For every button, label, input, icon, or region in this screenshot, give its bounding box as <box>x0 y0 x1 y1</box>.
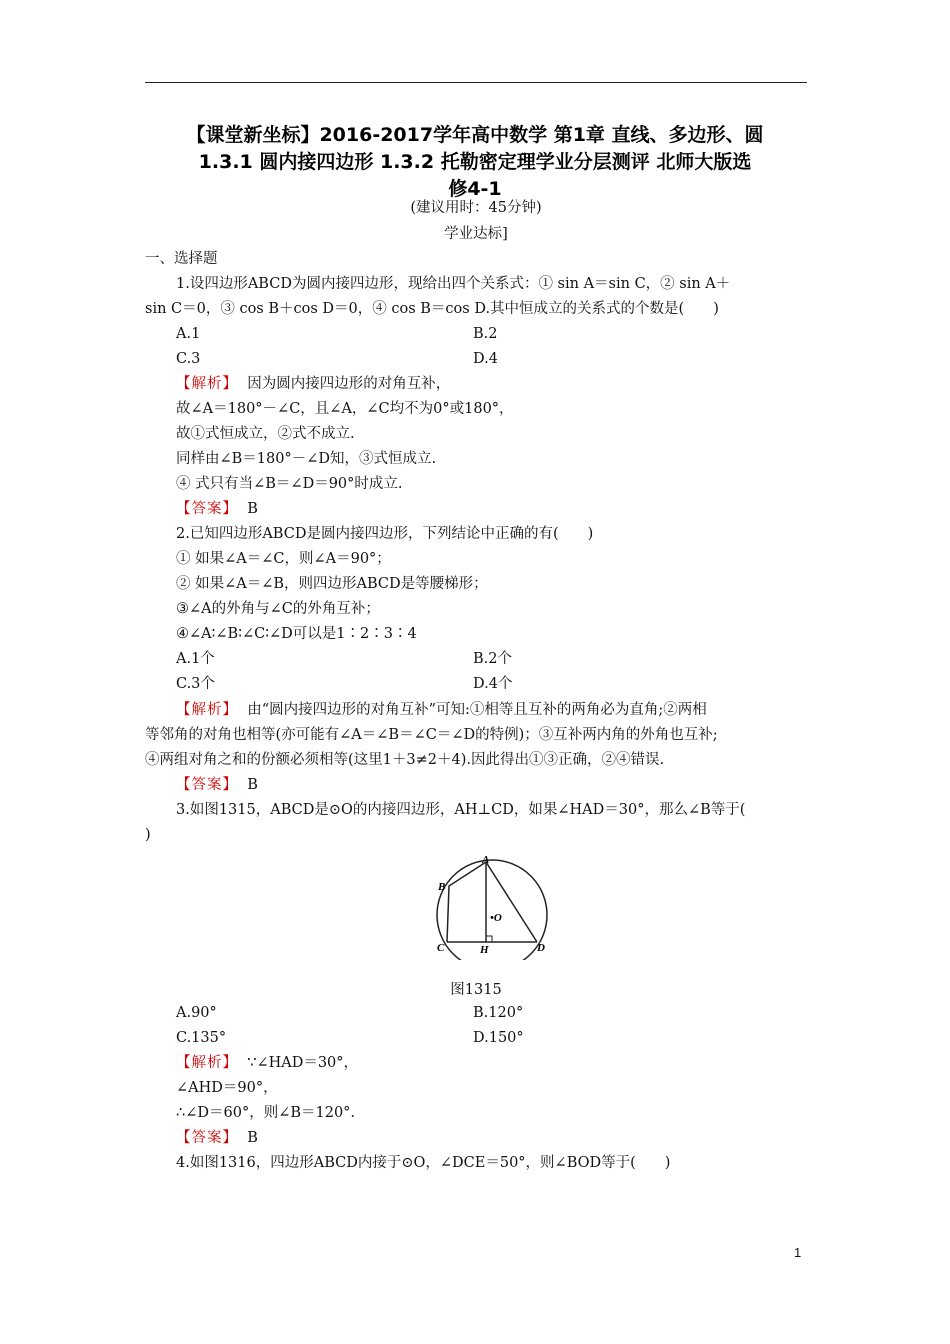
label-a: A <box>482 854 490 866</box>
label-b: B <box>438 881 446 893</box>
q2-option-b: B.2个 <box>473 651 512 667</box>
q2-statement-1: ① 如果∠A＝∠C，则∠A＝90°； <box>176 551 391 567</box>
analysis-tag: 【解析】 <box>176 702 238 718</box>
q1-analysis-line4: 同样由∠B＝180°－∠D知，③式恒成立. <box>176 451 437 467</box>
q4-stem: 4.如图1316，四边形ABCD内接于⊙O，∠DCE＝50°，则∠BOD等于( ) <box>176 1155 671 1171</box>
q2-option-d: D.4个 <box>473 676 513 692</box>
suggested-time: (建议用时：45分钟) <box>410 200 542 216</box>
label-c: C <box>437 942 445 954</box>
answer-value: B <box>247 777 258 793</box>
q1-analysis-line3: 故①式恒成立，②式不成立. <box>176 426 355 442</box>
q2-stem: 2.已知四边形ABCD是圆内接四边形，下列结论中正确的有( ) <box>176 526 594 542</box>
label-d: D <box>537 942 545 954</box>
figure-1315 <box>430 852 550 960</box>
document-title <box>120 122 830 203</box>
circle-o <box>437 860 547 960</box>
q3-stem-line2: ) <box>145 827 151 843</box>
header-rule <box>145 82 807 83</box>
answer-tag: 【答案】 <box>176 1130 238 1146</box>
answer-value: B <box>247 1130 258 1146</box>
q3-analysis-line3: ∴∠D＝60°，则∠B＝120°. <box>176 1105 356 1121</box>
analysis-text: 由“圆内接四边形的对角互补”可知:①相等且互补的两角必为直角;②两相 <box>247 702 707 718</box>
section-heading: 一、选择题 <box>145 251 218 267</box>
analysis-text: ∵∠HAD＝30°， <box>247 1055 359 1071</box>
q3-option-c: C.135° <box>176 1030 227 1046</box>
q3-analysis-line2: ∠AHD＝90°， <box>176 1080 278 1096</box>
analysis-tag: 【解析】 <box>176 1055 238 1071</box>
title-line-2: 1.3.1 圆内接四边形 1.3.2 托勒密定理学业分层测评 北师大版选 <box>198 151 752 173</box>
q2-analysis-line2: 等邻角的对角也相等(亦可能有∠A＝∠B＝∠C＝∠D的特例)；③互补两内角的外角也互补; <box>145 727 718 743</box>
answer-value: B <box>247 501 258 517</box>
label-o: •O <box>490 912 502 924</box>
label-h: H <box>480 944 489 956</box>
title-line-1: 【课堂新坐标】2016-2017学年高中数学 第1章 直线、多边形、圆 <box>186 124 764 146</box>
q3-analysis-line1 <box>176 1053 358 1073</box>
q2-option-a: A.1个 <box>176 651 215 667</box>
section-label: 学业达标] <box>444 226 508 242</box>
q1-analysis-line5: ④ 式只有当∠B＝∠D＝90°时成立. <box>176 476 403 492</box>
analysis-tag: 【解析】 <box>176 376 238 392</box>
right-angle-mark <box>486 936 492 942</box>
answer-tag: 【答案】 <box>176 501 238 517</box>
q3-option-d: D.150° <box>473 1030 524 1046</box>
q1-stem-line1: 1.设四边形ABCD为圆内接四边形，现给出四个关系式：① sin A＝sin C，② sin A＋ <box>176 276 731 292</box>
answer-tag: 【答案】 <box>176 777 238 793</box>
q3-option-a: A.90° <box>176 1005 217 1021</box>
q2-analysis-line3: ④两组对角之和的份额必须相等(这里1＋3≠2＋4).因此得出①③正确，②④错误. <box>145 752 665 768</box>
q1-option-d: D.4 <box>473 351 498 367</box>
analysis-text: 因为圆内接四边形的对角互补， <box>247 376 451 392</box>
q2-analysis-line1 <box>176 700 707 720</box>
q1-option-b: B.2 <box>473 326 498 342</box>
q2-statement-4: ④∠A∶∠B∶∠C∶∠D可以是1∶2∶3∶4 <box>176 626 417 642</box>
q1-answer <box>176 499 258 519</box>
q2-answer <box>176 775 258 795</box>
q1-analysis-line1 <box>176 374 450 394</box>
q1-option-c: C.3 <box>176 351 201 367</box>
q3-option-b: B.120° <box>473 1005 524 1021</box>
q3-answer <box>176 1128 258 1148</box>
sides-ab-bc <box>447 862 486 942</box>
q2-statement-3: ③∠A的外角与∠C的外角互补； <box>176 601 380 617</box>
figure-caption: 图1315 <box>450 982 502 998</box>
q3-stem-line1: 3.如图1315，ABCD是⊙O的内接四边形，AH⊥CD，如果∠HAD＝30°，那么∠B等于( <box>176 802 746 818</box>
q1-analysis-line2: 故∠A＝180°－∠C，且∠A，∠C均不为0°或180°， <box>176 401 514 417</box>
title-line-3: 修4-1 <box>448 178 502 200</box>
q2-option-c: C.3个 <box>176 676 215 692</box>
q2-statement-2: ② 如果∠A＝∠B，则四边形ABCD是等腰梯形； <box>176 576 488 592</box>
q1-option-a: A.1 <box>176 326 201 342</box>
q1-stem-line2: sin C＝0，③ cos B＋cos D＝0，④ cos B＝cos D.其中恒成立的关系式的个数是( ) <box>145 301 719 317</box>
page-number: 1 <box>794 1245 802 1260</box>
